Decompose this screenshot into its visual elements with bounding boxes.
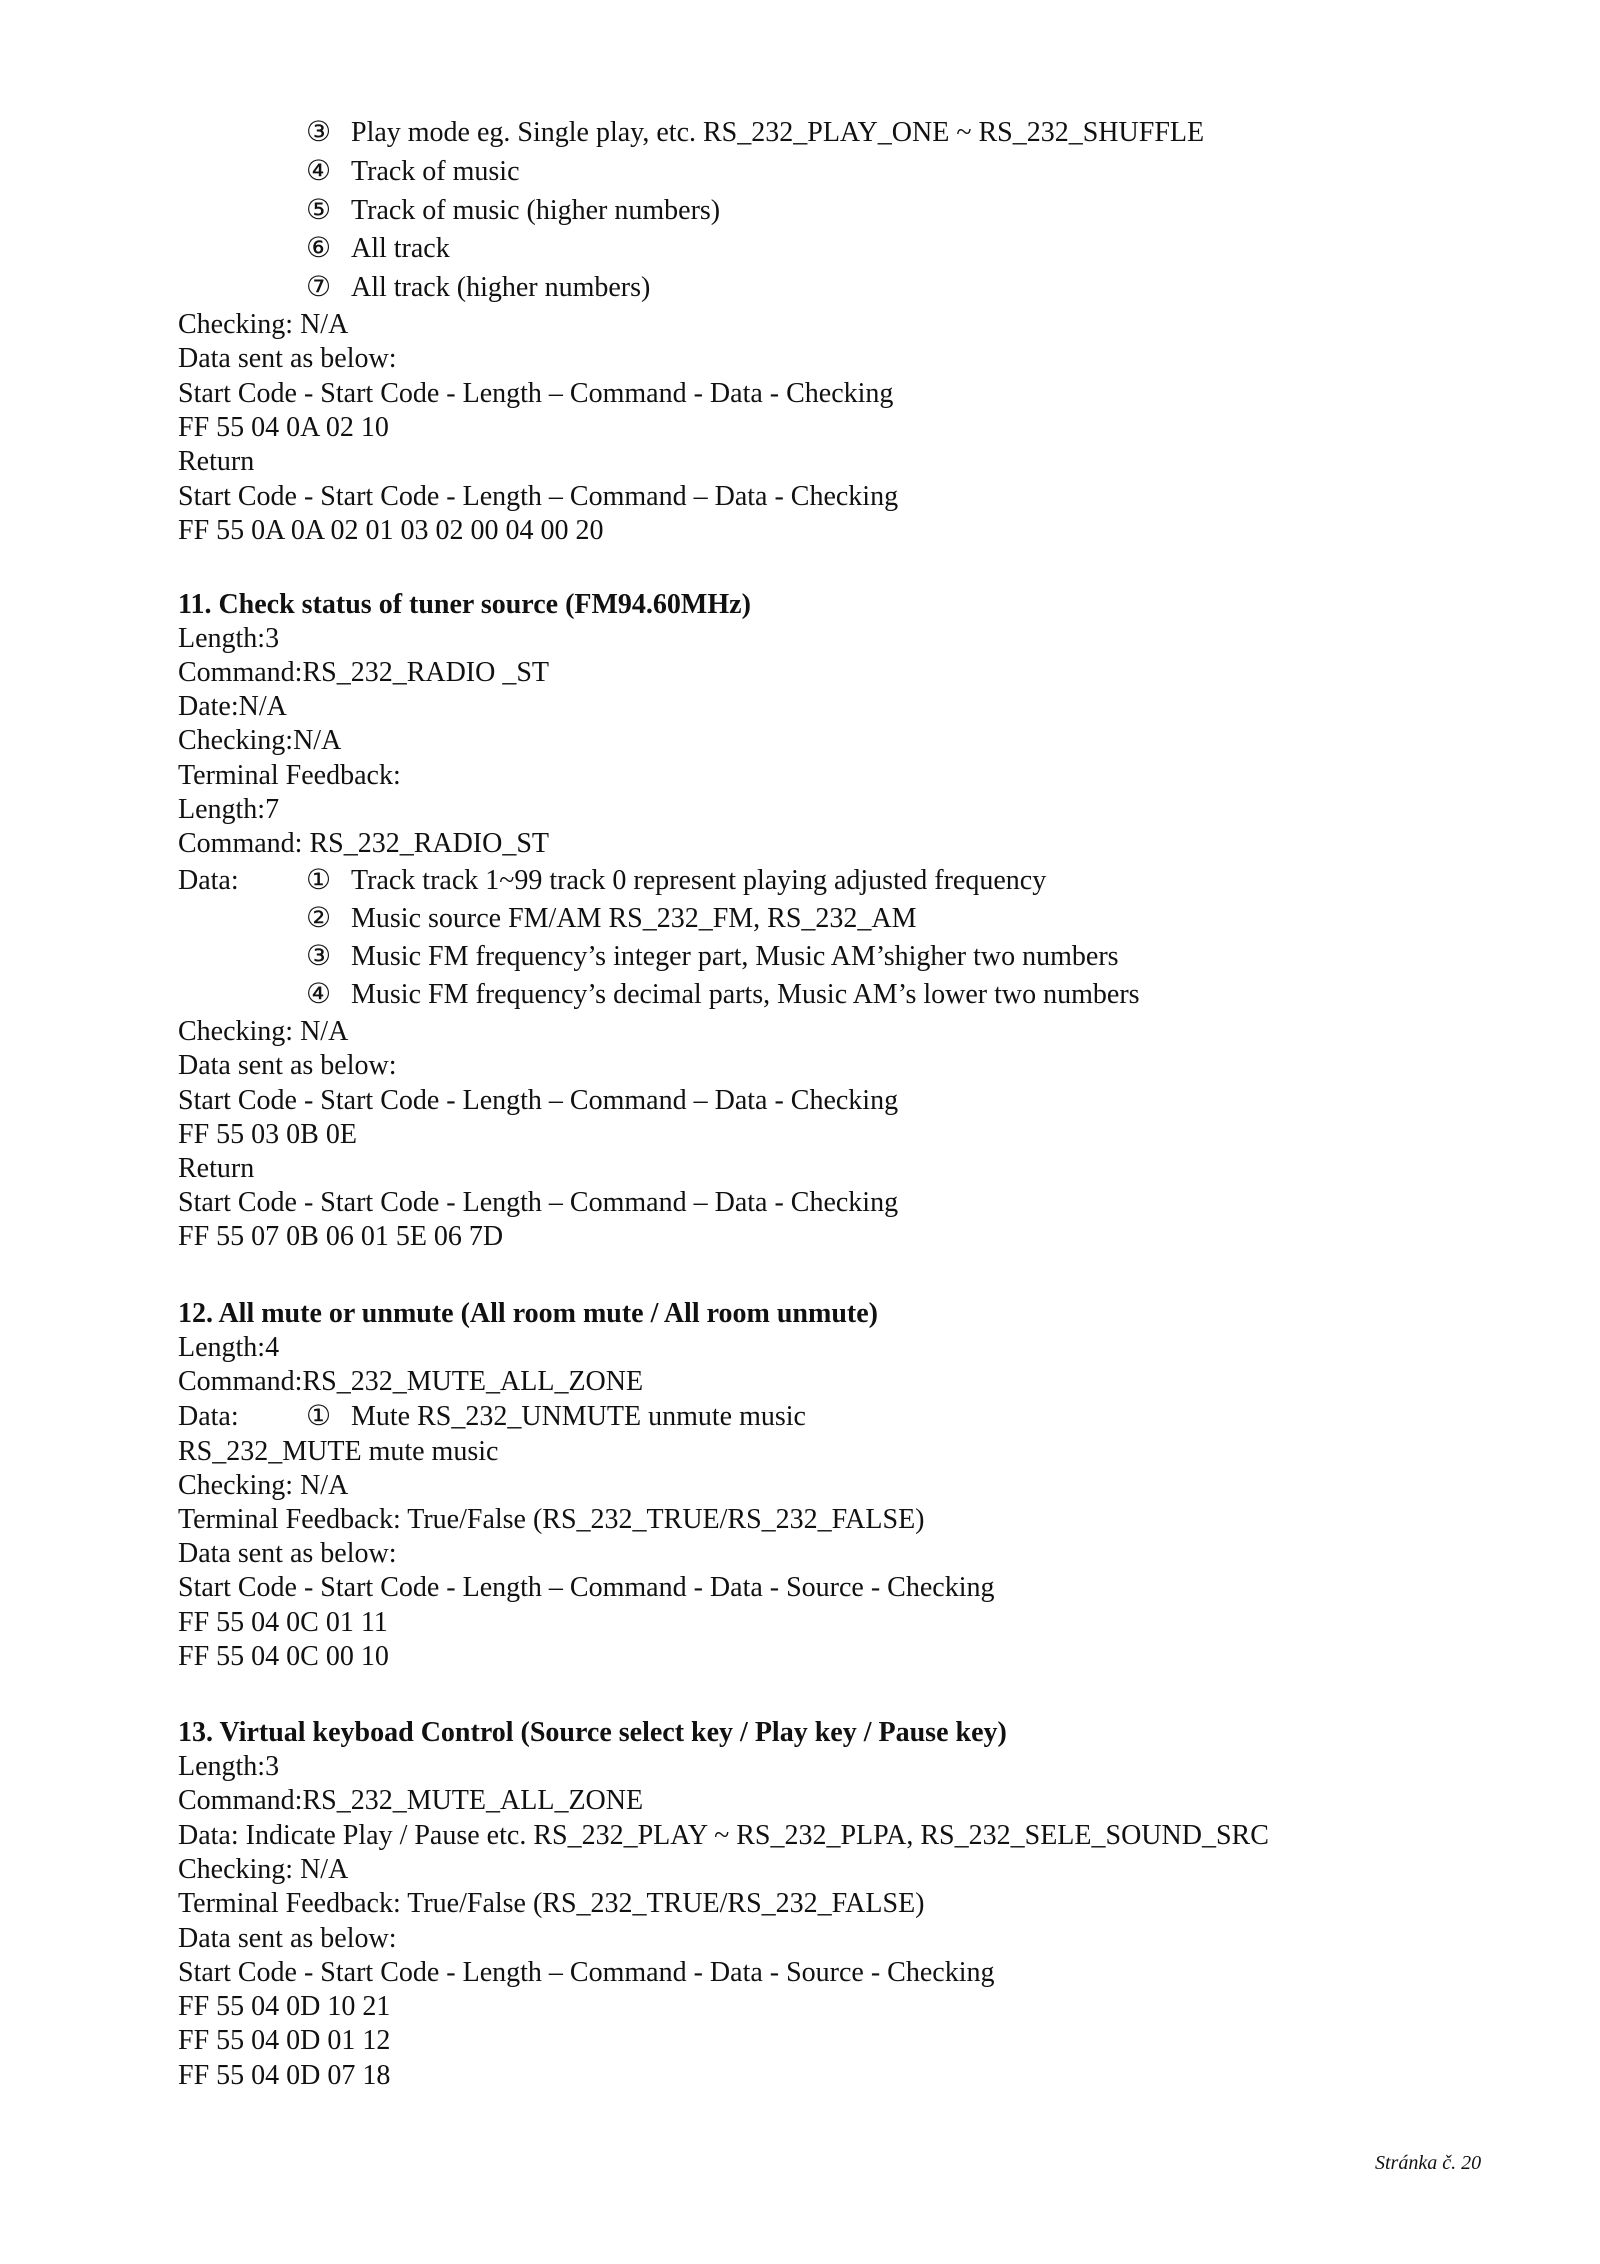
list-item <box>306 902 917 936</box>
text-line: Data sent as below: <box>178 1050 397 1081</box>
data-label: Data: <box>178 865 239 896</box>
text-line: Terminal Feedback: <box>178 760 401 791</box>
list-item-text: Music source FM/AM RS_232_FM, RS_232_AM <box>351 903 917 934</box>
text-line: Length:3 <box>178 1751 280 1782</box>
list-item-text: Track of music <box>351 156 520 187</box>
text-line: Checking: N/A <box>178 309 349 340</box>
text-line: Start Code - Start Code - Length – Command - Data - Source - Checking <box>178 1572 995 1603</box>
data-label: Data: <box>178 1401 239 1432</box>
text-line: Command: RS_232_RADIO_ST <box>178 828 550 859</box>
list-item-text: Mute RS_232_UNMUTE unmute music <box>351 1401 806 1432</box>
list-item <box>306 155 520 189</box>
text-line: Command:RS_232_MUTE_ALL_ZONE <box>178 1366 644 1397</box>
list-marker: ⑦ <box>306 272 332 303</box>
text-line: Data sent as below: <box>178 343 397 374</box>
list-item-text: All track (higher numbers) <box>351 272 651 303</box>
text-line: Start Code - Start Code - Length – Command - Data - Checking <box>178 378 894 409</box>
text-line: Start Code - Start Code - Length – Command – Data - Checking <box>178 1187 899 1218</box>
list-item <box>306 940 1119 974</box>
text-line: Start Code - Start Code - Length – Command - Data - Source - Checking <box>178 1957 995 1988</box>
text-line: Return <box>178 446 255 477</box>
list-item-text: Track of music (higher numbers) <box>351 195 721 226</box>
text-line: Terminal Feedback: True/False (RS_232_TRUE/RS_232_FALSE) <box>178 1504 925 1535</box>
text-line: Start Code - Start Code - Length – Command – Data - Checking <box>178 1085 899 1116</box>
list-item <box>306 271 650 305</box>
text-line: FF 55 0A 0A 02 01 03 02 00 04 00 20 <box>178 515 604 546</box>
text-line: Command:RS_232_RADIO _ST <box>178 657 550 688</box>
list-item <box>306 864 1046 898</box>
text-line: Data: Indicate Play / Pause etc. RS_232_PLAY ~ RS_232_PLPA, RS_232_SELE_SOUND_SRC <box>178 1820 1269 1851</box>
list-item <box>306 232 450 266</box>
text-line: Data sent as below: <box>178 1923 397 1954</box>
section-heading: 12. All mute or unmute (All room mute / All room unmute) <box>178 1298 878 1329</box>
list-marker: ④ <box>306 979 332 1010</box>
text-line: FF 55 04 0D 10 21 <box>178 1991 391 2022</box>
list-marker: ④ <box>306 156 332 187</box>
text-line: FF 55 07 0B 06 01 5E 06 7D <box>178 1221 504 1252</box>
text-line: Terminal Feedback: True/False (RS_232_TRUE/RS_232_FALSE) <box>178 1888 925 1919</box>
list-item-text: All track <box>351 233 450 264</box>
text-line: Checking:N/A <box>178 725 342 756</box>
text-line: Checking: N/A <box>178 1016 349 1047</box>
list-item-text: Music FM frequency’s decimal parts, Music AM’s lower two numbers <box>351 979 1140 1010</box>
list-item <box>306 116 1204 150</box>
text-line: FF 55 04 0C 01 11 <box>178 1607 388 1638</box>
page-number: Stránka č. 20 <box>1375 2152 1482 2174</box>
list-marker: ⑤ <box>306 195 332 226</box>
text-line: RS_232_MUTE mute music <box>178 1436 499 1467</box>
list-marker: ⑥ <box>306 233 332 264</box>
list-marker: ③ <box>306 117 332 148</box>
text-line: Checking: N/A <box>178 1854 349 1885</box>
list-item-text: Play mode eg. Single play, etc. RS_232_PLAY_ONE ~ RS_232_SHUFFLE <box>351 117 1205 148</box>
text-line: Length:4 <box>178 1332 280 1363</box>
text-line: Return <box>178 1153 255 1184</box>
text-line: Command:RS_232_MUTE_ALL_ZONE <box>178 1785 644 1816</box>
list-item-text: Music FM frequency’s integer part, Music AM’shigher two numbers <box>351 941 1119 972</box>
text-line: Data sent as below: <box>178 1538 397 1569</box>
text-line: Length:7 <box>178 794 280 825</box>
list-marker: ② <box>306 903 332 934</box>
text-line: FF 55 03 0B 0E <box>178 1119 357 1150</box>
list-item <box>306 978 1140 1012</box>
text-line: FF 55 04 0D 07 18 <box>178 2060 391 2091</box>
list-item <box>306 1400 806 1434</box>
list-item-text: Track track 1~99 track 0 represent playing adjusted frequency <box>351 865 1047 896</box>
list-item <box>306 194 720 228</box>
section-heading: 11. Check status of tuner source (FM94.60MHz) <box>178 589 751 620</box>
list-marker: ① <box>306 1401 332 1432</box>
text-line: Date:N/A <box>178 691 287 722</box>
text-line: Checking: N/A <box>178 1470 349 1501</box>
list-marker: ③ <box>306 941 332 972</box>
text-line: FF 55 04 0C 00 10 <box>178 1641 389 1672</box>
text-line: FF 55 04 0D 01 12 <box>178 2025 391 2056</box>
text-line: Start Code - Start Code - Length – Command – Data - Checking <box>178 481 899 512</box>
text-line: FF 55 04 0A 02 10 <box>178 412 389 443</box>
text-line: Length:3 <box>178 623 280 654</box>
list-marker: ① <box>306 865 332 896</box>
section-heading: 13. Virtual keyboad Control (Source select key / Play key / Pause key) <box>178 1717 1007 1748</box>
